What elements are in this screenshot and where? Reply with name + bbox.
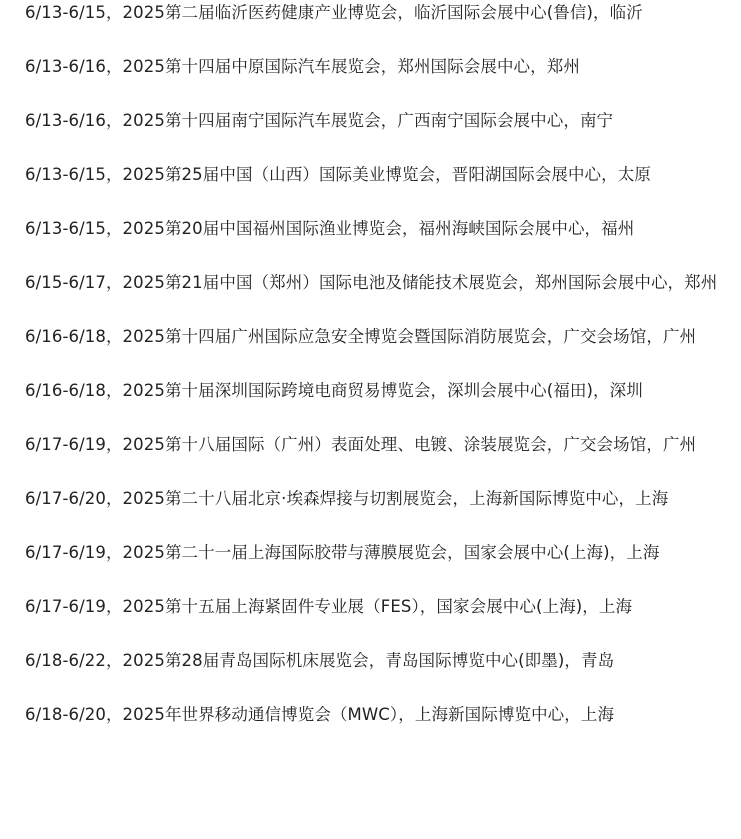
list-item: 6/18-6/22，2025第28届青岛国际机床展览会，青岛国际博览中心(即墨)，青岛	[25, 651, 615, 670]
list-item: 6/13-6/15，2025第25届中国（山西）国际美业博览会，晋阳湖国际会展中心，太原	[25, 165, 651, 184]
list-item: 6/17-6/20，2025第二十八届北京·埃森焊接与切割展览会，上海新国际博览中心，上海	[25, 489, 669, 508]
list-item: 6/13-6/16，2025第十四届中原国际汽车展览会，郑州国际会展中心，郑州	[25, 57, 580, 76]
list-item: 6/15-6/17，2025第21届中国（郑州）国际电池及储能技术展览会，郑州国际会展中心，郑州	[25, 273, 718, 292]
list-item: 6/13-6/16，2025第十四届南宁国际汽车展览会，广西南宁国际会展中心，南宁	[25, 111, 614, 130]
list-item: 6/17-6/19，2025第十八届国际（广州）表面处理、电镀、涂装展览会，广交会场馆，广州	[25, 435, 697, 454]
list-item: 6/16-6/18，2025第十届深圳国际跨境电商贸易博览会，深圳会展中心(福田)，深圳	[25, 381, 643, 400]
list-item: 6/17-6/19，2025第二十一届上海国际胶带与薄膜展览会，国家会展中心(上海)，上海	[25, 543, 660, 562]
list-item: 6/16-6/18，2025第十四届广州国际应急安全博览会暨国际消防展览会，广交会场馆，广州	[25, 327, 697, 346]
list-item: 6/17-6/19，2025第十五届上海紧固件专业展（FES），国家会展中心(上海)，上海	[25, 597, 633, 616]
list-item: 6/13-6/15，2025第二届临沂医药健康产业博览会，临沂国际会展中心(鲁信)，临沂	[25, 3, 643, 22]
list-item: 6/18-6/20，2025年世界移动通信博览会（MWC），上海新国际博览中心，上海	[25, 705, 615, 724]
list-item: 6/13-6/15，2025第20届中国福州国际渔业博览会，福州海峡国际会展中心，福州	[25, 219, 635, 238]
